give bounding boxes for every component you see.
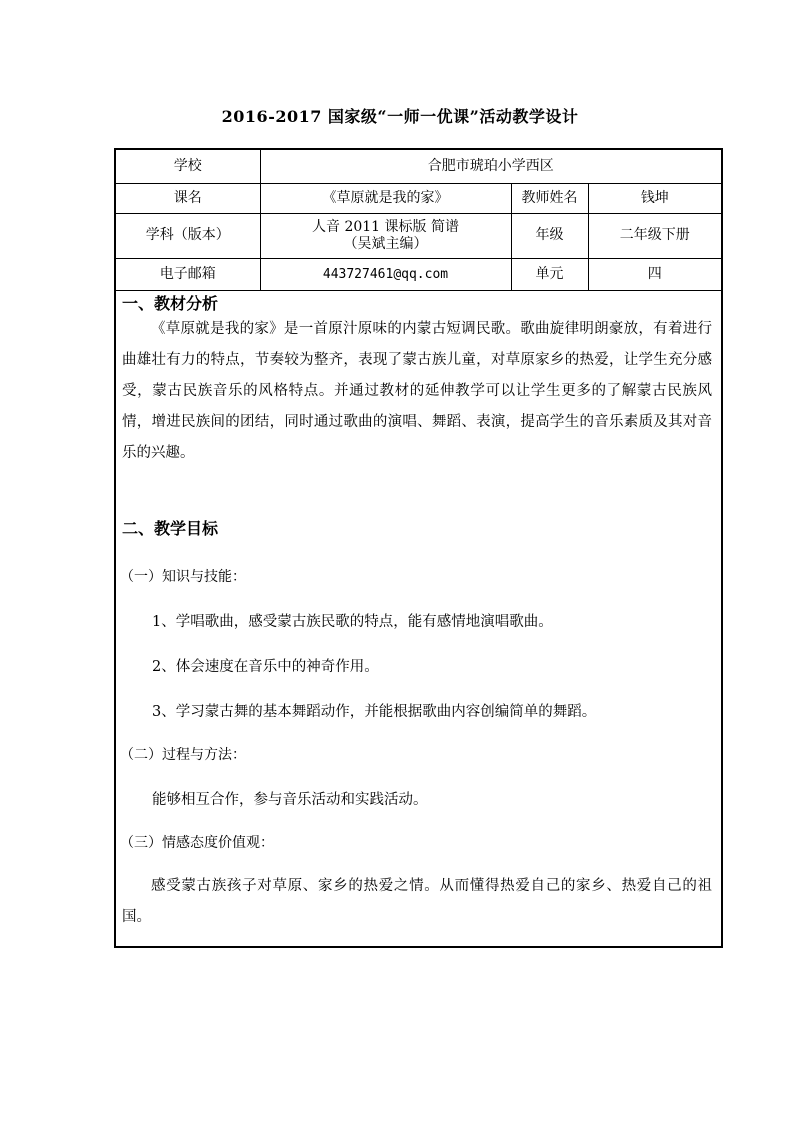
subject-value-line2: （吴斌主编）: [343, 235, 428, 252]
lesson-plan-frame: [114, 148, 723, 948]
subject-value-line1: 人音 2011 课标版 简谱: [312, 218, 459, 235]
document-title: 2016-2017 国家级“一师一优课”活动教学设计: [221, 107, 579, 126]
subject-value: [260, 213, 511, 258]
teacher-label: 教师姓名: [511, 183, 588, 213]
course-value: 《草原就是我的家》: [260, 183, 511, 213]
materials-paragraph: 《草原就是我的家》是一首原汁原味的内蒙古短调民歌。歌曲旋律明朗豪放，有着进行曲雄壮有力的特点，节奏较为整齐，表现了蒙古族儿童，对草原家乡的热爱，让学生充分感受，蒙古民族音乐的风格特点。并通过教材的延伸教学可以让学生更多的了解蒙古民族风情，增进民族间的团结，同时通过歌曲的演唱、舞蹈、表演，提高学生的音乐素质及其对音乐的兴趣。: [122, 321, 712, 461]
objective-item-3: 3、学习蒙古舞的基本舞蹈动作，并能根据歌曲内容创编简单的舞蹈。: [152, 704, 597, 720]
objective-item-1: 1、学唱歌曲，感受蒙古族民歌的特点，能有感情地演唱歌曲。: [152, 614, 553, 630]
process-item: 能够相互合作，参与音乐活动和实践活动。: [152, 792, 428, 808]
section-title-materials: 一、教材分析: [122, 294, 219, 313]
school-value: 合肥市琥珀小学西区: [260, 150, 721, 183]
school-label: 学校: [116, 150, 260, 183]
course-row: [116, 183, 721, 213]
school-row: [116, 150, 721, 183]
email-label: 电子邮箱: [116, 258, 260, 290]
subject-label: 学科（版本）: [116, 213, 260, 258]
subheading-process-methods: （二）过程与方法：: [120, 747, 246, 763]
subheading-attitudes-values: （三）情感态度价值观：: [120, 835, 274, 851]
unit-label: 单元: [511, 258, 588, 290]
unit-value: 四: [588, 258, 721, 290]
course-label: 课名: [116, 183, 260, 213]
subject-row: [116, 213, 721, 258]
subheading-knowledge-skills: （一）知识与技能：: [120, 569, 246, 585]
section-title-objectives: 二、教学目标: [122, 519, 219, 538]
attitudes-paragraph: 感受蒙古族孩子对草原、家乡的热爱之情。从而懂得热爱自己的家乡、热爱自己的祖国。: [122, 878, 712, 925]
grade-value: 二年级下册: [588, 213, 721, 258]
objective-item-2: 2、体会速度在音乐中的神奇作用。: [152, 659, 379, 675]
grade-label: 年级: [511, 213, 588, 258]
info-table: [116, 150, 721, 291]
email-row: [116, 258, 721, 290]
email-value: 443727461@qq.com: [260, 258, 511, 290]
teacher-value: 钱坤: [588, 183, 721, 213]
